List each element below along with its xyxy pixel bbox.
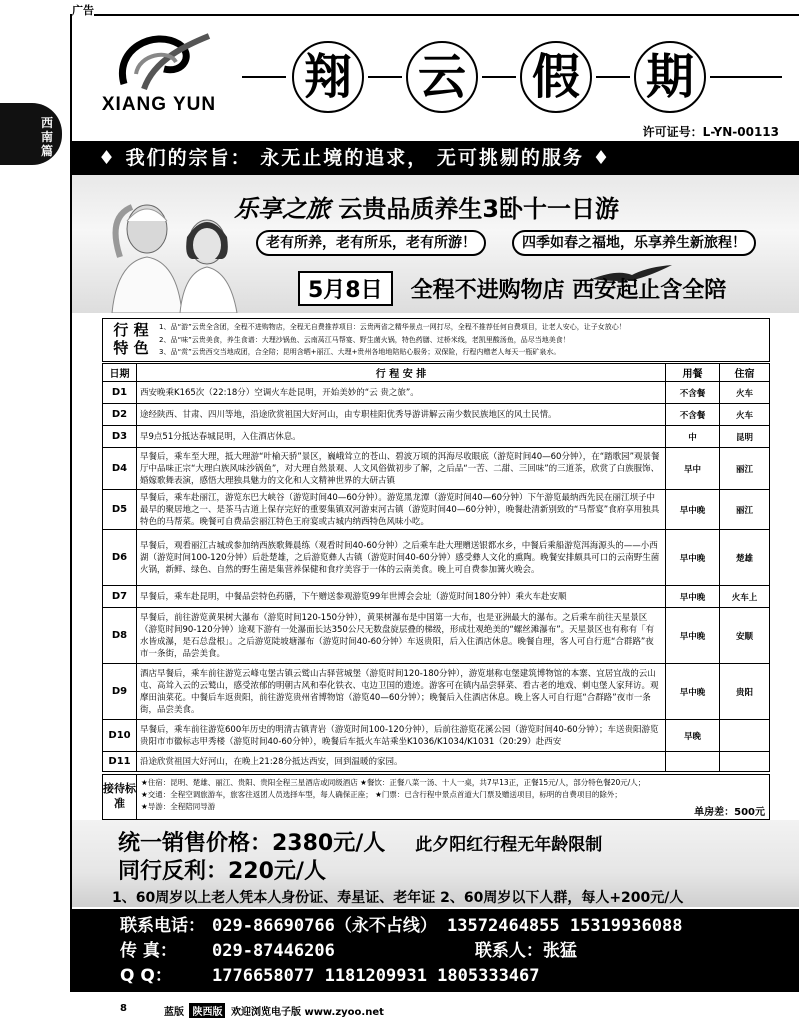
license-number: 许可证号：L-YN-00113 <box>642 125 779 139</box>
stay-cell: 楚雄 <box>720 530 770 586</box>
activity-cell: 早餐后，乘车前往游览600年历史的明清古镇青岩（游览时间100-120分钟），后前往游览花溪公园（游览时间40-60分钟）；车送贵阳游览贵阳市市徽标志甲秀楼（游览时间40-60分钟），晚餐后车抵火车站乘坐K1036/K1034/K1031（20:29）赴西安 <box>137 720 666 752</box>
table-row <box>103 448 770 490</box>
itinerary-table <box>102 363 770 772</box>
stay-cell: 火车上 <box>720 586 770 608</box>
swirl-logo-icon <box>84 24 234 94</box>
table-row <box>103 404 770 426</box>
table-row <box>103 752 770 772</box>
table-row <box>103 530 770 586</box>
standards-lines <box>141 777 765 813</box>
phone-label: 联系电话： <box>120 916 205 936</box>
features-label-top: 行 程 <box>113 321 149 339</box>
header-meals: 用餐 <box>666 364 720 382</box>
stay-cell: 丽江 <box>720 448 770 490</box>
qq-label: Q Q： <box>120 966 172 986</box>
phone-value: 029-86690766（永不占线） 13572464855 15319936088 <box>212 916 683 936</box>
standard-line: ★交通：全程空调旅游车，旅客往返团人员选择车型，每人确保正座； ★门票：已含行程中景点首道大门票及赠送项目，标明的自费项目的除外； <box>141 790 622 799</box>
stay-cell: 火车 <box>720 404 770 426</box>
peer-rebate: 同行反利：220元/人 <box>118 859 326 884</box>
activity-cell: 酒店早餐后，乘车前往游览云峰屯堡古镇云鹫山古驿营城堡（游览时间120-180分钟），游览堪称屯堡建筑博物馆的本寨、宜居宜战的云山屯、高耸入云的云鹫山，感受浓郁的明朝古风和奉化铁衣、屯边卫国的遗迹。游客可在镇内品尝驿菜、看古老的地戏、刺屯堡人家拜访。观摩田油菜花。中餐后车返贵阳，前往游览贵州省博物馆（游览40—60分钟）；晚餐后入住酒店休息。晚上客人可自行逛“合群路”夜市一条街，品尝美食。 <box>137 664 666 720</box>
table-row <box>103 382 770 404</box>
title-divider <box>368 76 402 78</box>
age-note: 此夕阳红行程无年龄限制 <box>415 835 603 855</box>
fax-value: 029-87446206 <box>212 941 335 961</box>
feature-line: 2、品“味”云贵美食，养生食谱：大理沙锅鱼、云南莴江马帮宴、野生菌火锅，特色药膳、过桥米线，老凯里酸汤鱼，品尽当地美食！ <box>159 335 570 344</box>
contact-phone-row <box>120 914 799 939</box>
day-cell: D9 <box>103 664 137 720</box>
title-char: 云 <box>406 41 478 113</box>
top-rule <box>70 14 799 16</box>
feature-line: 1、品“游”云贵全含团，全程不进购物店，全程无自费推荐项目：云贵两省之精华景点一网打尽，全程不推荐任何自费项目，让老人安心，让子女放心！ <box>159 323 626 331</box>
stay-cell: 贵阳 <box>720 664 770 720</box>
price-conditions: 1、60周岁以上老人凭本人身份证、寿星证、老年证 2、60周岁以下人群，每人+200元/人 <box>112 890 684 906</box>
activity-cell: 沿途欣赏祖国大好河山，在晚上21:28分抵达西安，回到温暖的家园。 <box>137 752 666 772</box>
feature-line: 3、品“赏”云贵西交当地成团，合全陪；昆明含晒+丽江、大理+贵州各地地陪贴心服务；双保险，行程内赠老人每天一瓶矿泉水。 <box>159 348 561 356</box>
qq-value: 1776658077 1181209931 1805333467 <box>212 966 540 986</box>
motto-pill-left: 老有所养，老有所乐，老有所游！ <box>256 230 486 256</box>
meal-cell: 早中 <box>666 448 720 490</box>
stay-cell: 丽江 <box>720 490 770 530</box>
region-badge: 陕西版 <box>189 1003 225 1018</box>
side-tab-char: 篇 <box>40 144 53 158</box>
day-cell: D1 <box>103 382 137 404</box>
region-side-tab <box>0 103 62 165</box>
contact-bar <box>72 909 799 992</box>
meal-cell: 不含餐 <box>666 382 720 404</box>
table-row <box>103 664 770 720</box>
meal-cell: 早晚 <box>666 720 720 752</box>
itinerary-header-row <box>103 364 770 382</box>
unified-price-row <box>118 826 602 857</box>
meal-cell: 早中晚 <box>666 608 720 664</box>
motto-pill-right: 四季如春之福地，乐享养生新旅程！ <box>512 230 756 256</box>
title-divider <box>596 76 630 78</box>
stay-cell <box>720 720 770 752</box>
header-lodging: 住宿 <box>720 364 770 382</box>
meal-cell: 早中晚 <box>666 586 720 608</box>
edition-label: 蓝版 <box>164 1007 184 1018</box>
activity-cell: 早餐后，观看丽江古城或参加纳西族歌舞晨练（观看时间40-60分钟）之后乘车赴大理赠送银都水乡，中餐后乘船游览洱海源头的——小西湖（游览时间100-120分钟）后赴楚雄，之后游览彝人古镇（游览时间40-60分钟）感受彝人文化的熏陶。晚餐安排颇具可口的云南野生菌火锅，新鲜、绿色、自然的野生菌是集营养保健和食疗美容于一体的云南美食。晚上可自费参加篝火晚会。 <box>137 530 666 586</box>
departure-row <box>298 271 726 306</box>
contact-person-label: 联系人： <box>474 941 543 961</box>
day-cell: D5 <box>103 490 137 530</box>
meal-cell: 中 <box>666 426 720 448</box>
elderly-couple-icon <box>102 187 252 313</box>
side-tab-char: 西 <box>40 116 53 130</box>
stay-cell: 火车 <box>720 382 770 404</box>
standards-label: 接待标准 <box>103 775 137 819</box>
promo-banner <box>72 175 799 313</box>
meal-cell: 早中晚 <box>666 490 720 530</box>
title-char: 翔 <box>292 41 364 113</box>
standard-line: ★住宿：昆明、楚雄、丽江、贵阳、贵阳全程三星酒店或同级酒店 ★餐饮：正餐八菜一汤、十人一桌，共7早13正，正餐15元/人，部分特色餐20元/人； <box>141 778 646 787</box>
standard-line: ★导游：全程陪同导游 <box>141 802 216 811</box>
tour-title-highlight: 乐享之旅 <box>234 195 330 223</box>
meal-cell: 早中晚 <box>666 664 720 720</box>
unified-price: 统一销售价格：2380元/人 <box>118 831 386 856</box>
ad-tag: 广告 <box>72 4 94 17</box>
day-cell: D3 <box>103 426 137 448</box>
activity-cell: 早餐后，乘车赴昆明，中餐品尝特色药膳，下午赠送参观游览99年世博会会址（游览时间180分钟）乘火车赴安顺 <box>137 586 666 608</box>
title-row <box>242 36 787 116</box>
day-cell: D2 <box>103 404 137 426</box>
activity-cell: 早9点51分抵达春城昆明，入住酒店休息。 <box>137 426 666 448</box>
title-line-right <box>710 76 782 78</box>
table-row <box>103 720 770 752</box>
title-char: 假 <box>520 41 592 113</box>
tour-title-main: 云贵品质养生3卧十一日游 <box>330 195 620 223</box>
title-divider <box>482 76 516 78</box>
meal-cell: 不含餐 <box>666 404 720 426</box>
brand-name: XIANG YUN <box>101 94 217 115</box>
price-section <box>72 820 799 907</box>
day-cell: D11 <box>103 752 137 772</box>
features-label-bottom: 特 色 <box>113 339 149 357</box>
day-cell: D6 <box>103 530 137 586</box>
activity-cell: 早餐后，乘车赴丽江，游览东巴大峡谷（游览时间40—60分钟）。游览黑龙潭（游览时间40—60分钟）下午游览最纳西先民在丽江坝子中最早的聚居地之一、是茶马古道上保存完好的重要集镇双河游束河古镇（游览时间40—60分钟），晚餐赴清新别致的“马帮宴”食府享用独具特色的马帮菜。晚餐可自费品尝丽江特色王府宴或古城内纳西特色风味小吃。 <box>137 490 666 530</box>
title-line-left <box>242 76 286 78</box>
meal-cell <box>666 752 720 772</box>
table-row <box>103 426 770 448</box>
title-char: 期 <box>634 41 706 113</box>
contact-person: 张猛 <box>542 941 577 961</box>
stay-cell: 安顺 <box>720 608 770 664</box>
contact-fax-row <box>120 939 799 964</box>
features-label <box>105 321 157 357</box>
table-row <box>103 490 770 530</box>
tour-title <box>234 189 619 224</box>
meal-cell: 早中晚 <box>666 530 720 586</box>
contact-qq-row <box>120 964 799 989</box>
footer-website: 欢迎浏览电子版 www.zyoo.net <box>230 1007 384 1018</box>
tour-features <box>102 318 770 362</box>
stay-cell <box>720 752 770 772</box>
side-tab-char: 南 <box>40 130 53 144</box>
slogan-bar: ♦ 我们的宗旨： 永无止境的追求， 无可挑剔的服务 ♦ <box>72 141 799 175</box>
activity-cell: 早餐后，乘车至大理，抵大理游“叶榆天骄”景区，巍峨耸立的苍山、碧波万顷的洱海尽收眼底（游览时间40—60分钟），在“踏歌园”观景餐厅中品味正宗“大理白族风味沙锅鱼”，对大理自然景观、人文风俗做初步了解，之后品“一苦、二甜、三回味”的三道茶，欣赏了白族服饰、婚嫁歌舞表演，感悟大理独具魅力的文化和人文精神世界的大研古镇 <box>137 448 666 490</box>
service-standards <box>102 774 770 820</box>
features-lines <box>159 321 767 359</box>
day-cell: D4 <box>103 448 137 490</box>
activity-cell: 途经陕西、甘肃、四川等地，沿途欣赏祖国大好河山，由专职桂阳优秀导游讲解云南少数民族地区的风土民情。 <box>137 404 666 426</box>
single-room-supplement: 单房差：500元 <box>694 807 765 818</box>
table-row <box>103 608 770 664</box>
day-cell: D10 <box>103 720 137 752</box>
header-date: 日期 <box>103 364 137 382</box>
tour-tagline: 全程不进购物店 西安起止含全陪 <box>410 278 727 303</box>
activity-cell: 早餐后，前往游览黄果树大瀑布（游览时间120-150分钟），黄果树瀑布是中国第一大布，也是亚洲最大的瀑布。之后乘车前往天星景区（游览时间90-120分钟）途观下游有一处瀑面长达350公尺无数盘旋层叠的梯级，形成壮观绝美的“螺丝滩瀑布”。天星景区也有称有「有水皆成瀑，是石总盘根」。之后游览陡坡塘瀑布（游览时间40-60分钟）车返贵阳，后入住酒店休息。晚餐自理，客人可自行逛“合群路”夜市一条街，品尝美食。 <box>137 608 666 664</box>
page-number: 8 <box>120 1003 127 1014</box>
stay-cell: 昆明 <box>720 426 770 448</box>
fax-label: 传 真： <box>120 941 177 961</box>
header-schedule: 行 程 安 排 <box>137 364 666 382</box>
brand-logo <box>84 24 234 116</box>
day-cell: D8 <box>103 608 137 664</box>
footer-text <box>164 1003 384 1018</box>
table-row <box>103 586 770 608</box>
day-cell: D7 <box>103 586 137 608</box>
departure-date: 5月8日 <box>298 271 393 306</box>
activity-cell: 西安晚乘K165次（22:18分）空调火车赴昆明，开始美妙的“云 贵之旅”。 <box>137 382 666 404</box>
